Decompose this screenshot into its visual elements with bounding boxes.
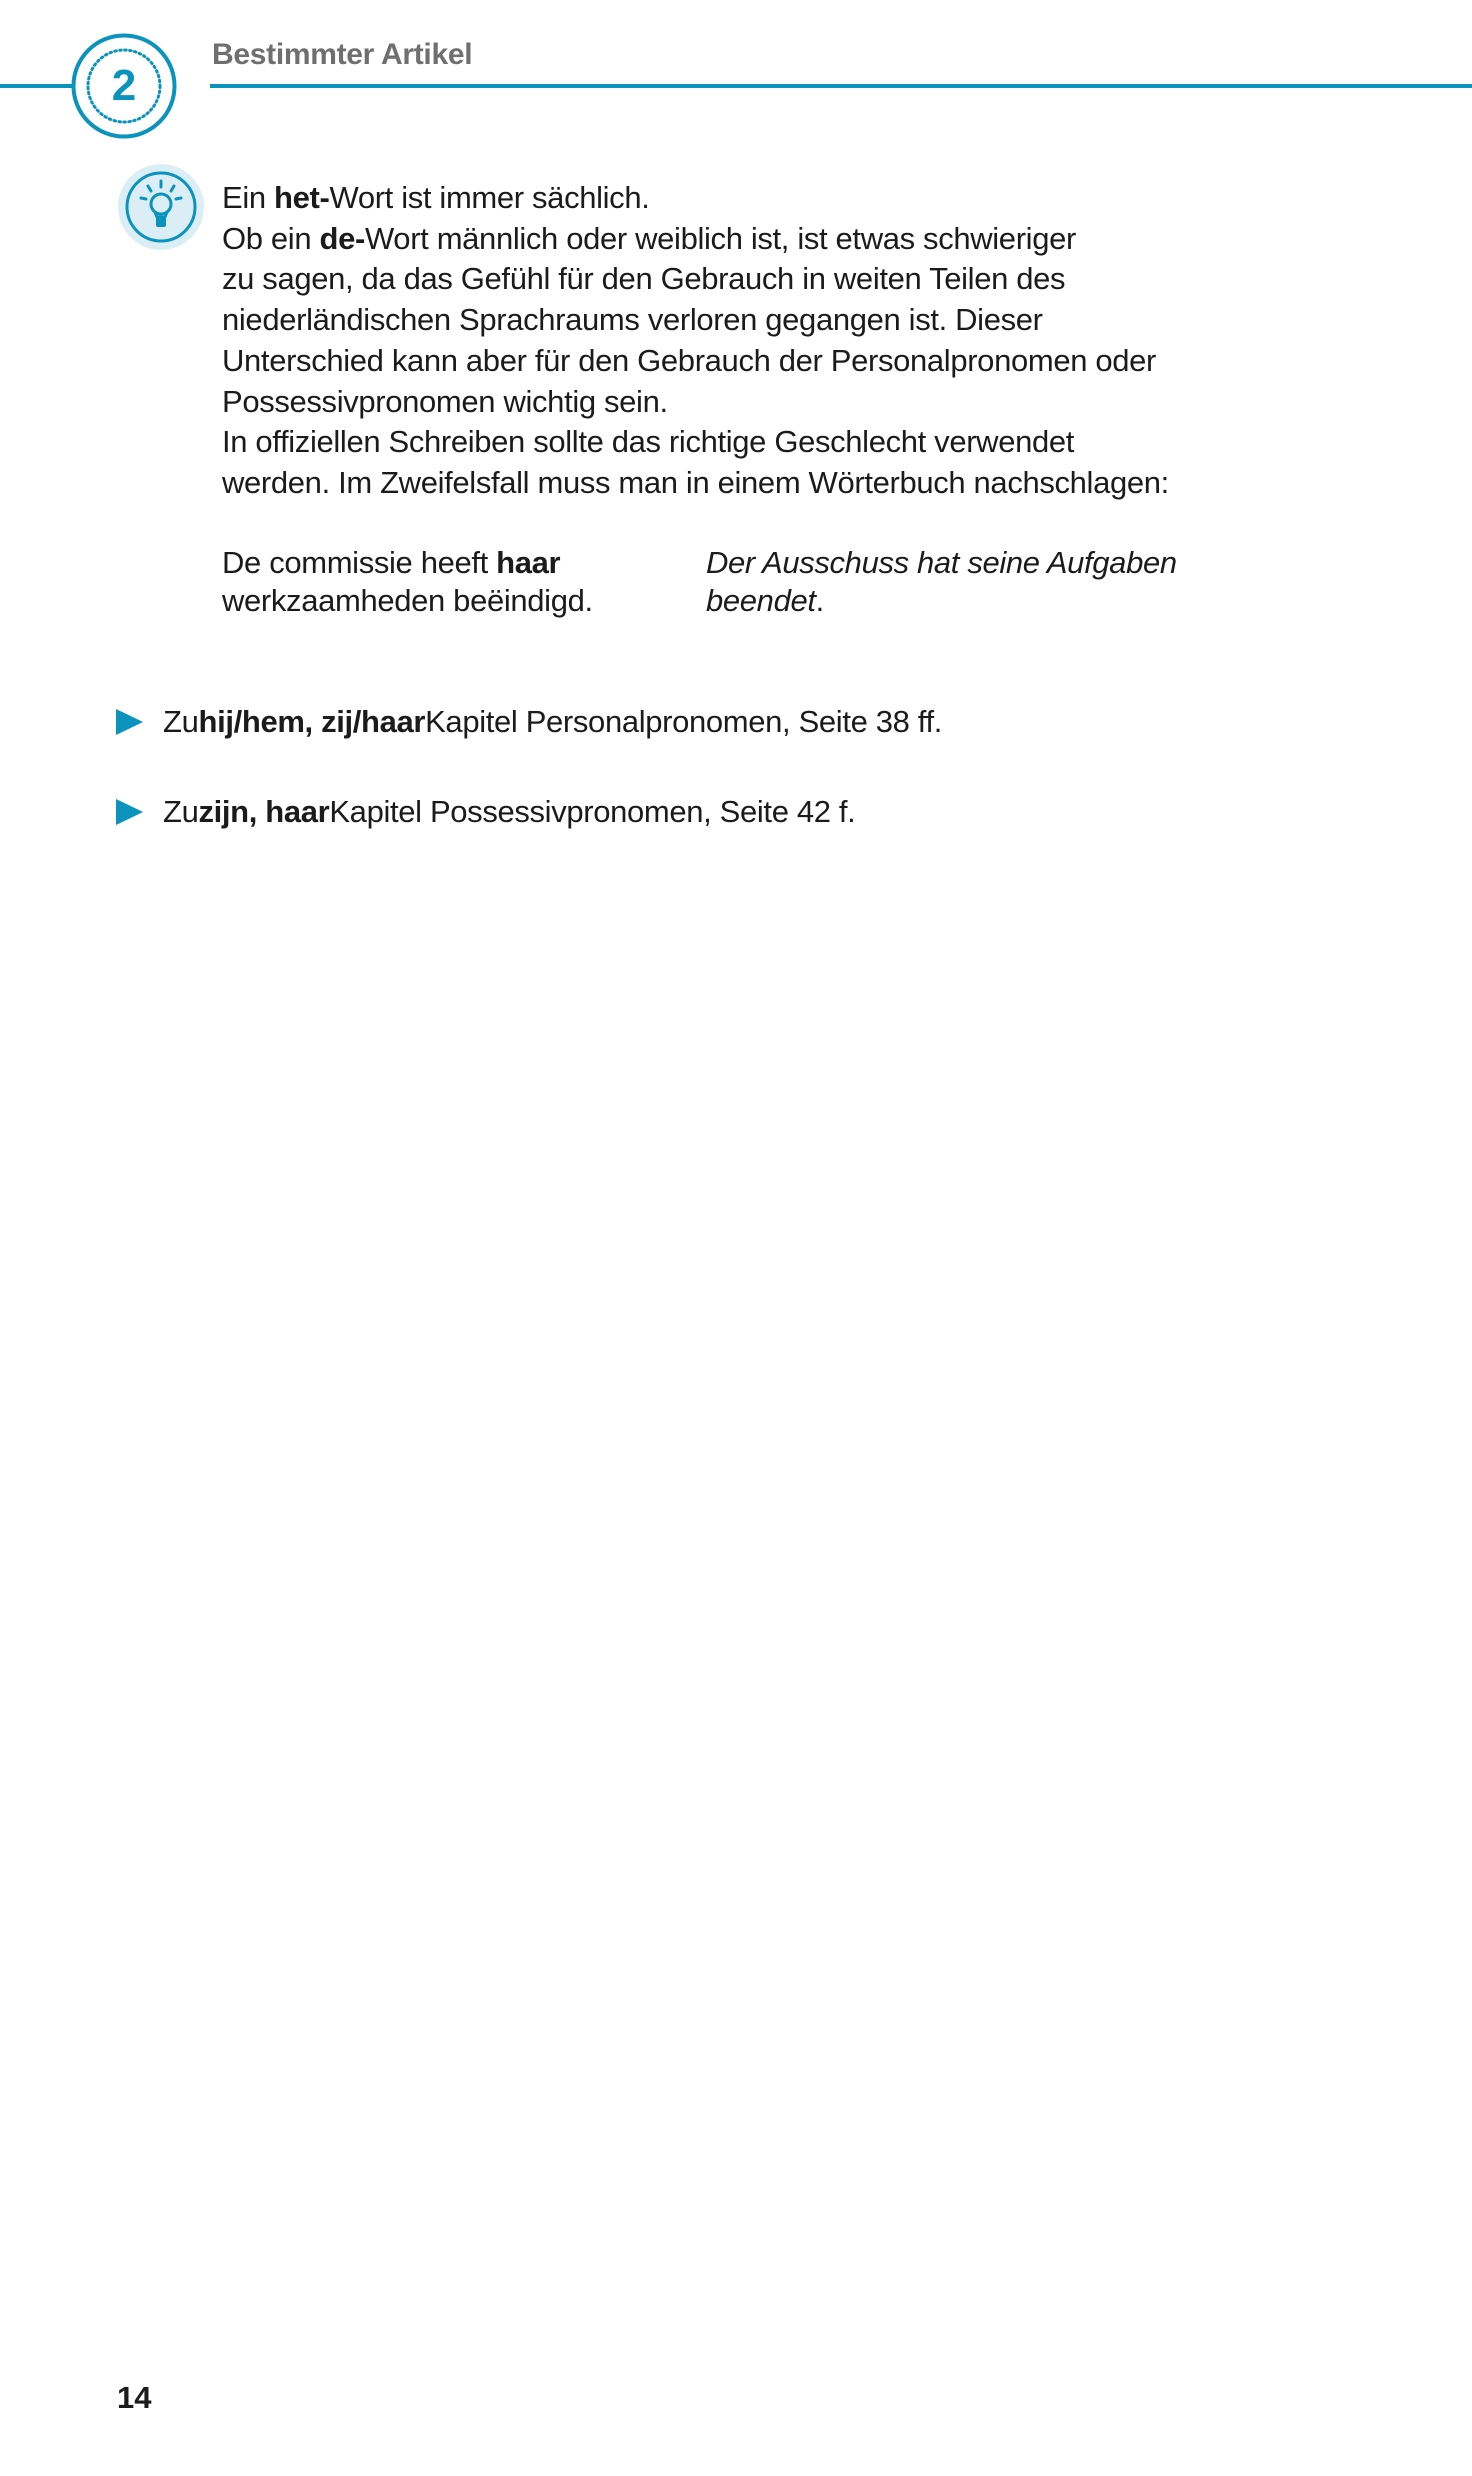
lightbulb-icon (117, 163, 205, 251)
triangle-right-icon (116, 709, 143, 735)
page-title: Bestimmter Artikel (212, 38, 473, 71)
tip-line: Ob ein de-Wort männlich oder weiblich ist, ist etwas schwieriger (222, 220, 1076, 256)
header-rule-right (210, 84, 1472, 88)
tip-line: Unterschied kann aber für den Gebrauch der Personalpronomen oder (222, 342, 1157, 378)
cross-reference-possessivpronomen: Zu zijn, haar Kapitel Possessivpronomen, Seite 42 f. (116, 792, 855, 832)
tip-line: Possessivpronomen wichtig sein. (222, 383, 668, 419)
chapter-number: 2 (111, 61, 137, 110)
tip-paragraph (222, 178, 1372, 504)
triangle-right-icon (116, 799, 143, 825)
header-rule-left (0, 84, 72, 88)
cross-reference-personalpronomen: Zu hij/hem, zij/haar Kapitel Personalpronomen, Seite 38 ff. (116, 702, 942, 742)
page-number: 14 (117, 2380, 152, 2415)
tip-line: Ein het-Wort ist immer sächlich. (222, 180, 650, 215)
tip-line: In offiziellen Schreiben sollte das richtige Geschlecht verwendet (222, 424, 1075, 460)
tip-line: werden. Im Zweifelsfall muss man in einem Wörterbuch nachschlagen: (222, 464, 1169, 500)
tip-line: zu sagen, da das Gefühl für den Gebrauch in weiten Teilen des (222, 261, 1066, 297)
example-german-translation: Der Ausschuss hat seine Aufgaben beendet. (706, 545, 1177, 618)
tip-line: niederländischen Sprachraums verloren gegangen ist. Dieser (222, 302, 1043, 338)
example-dutch: De commissie heeft haar werkzaamheden beëindigd. (222, 545, 593, 618)
